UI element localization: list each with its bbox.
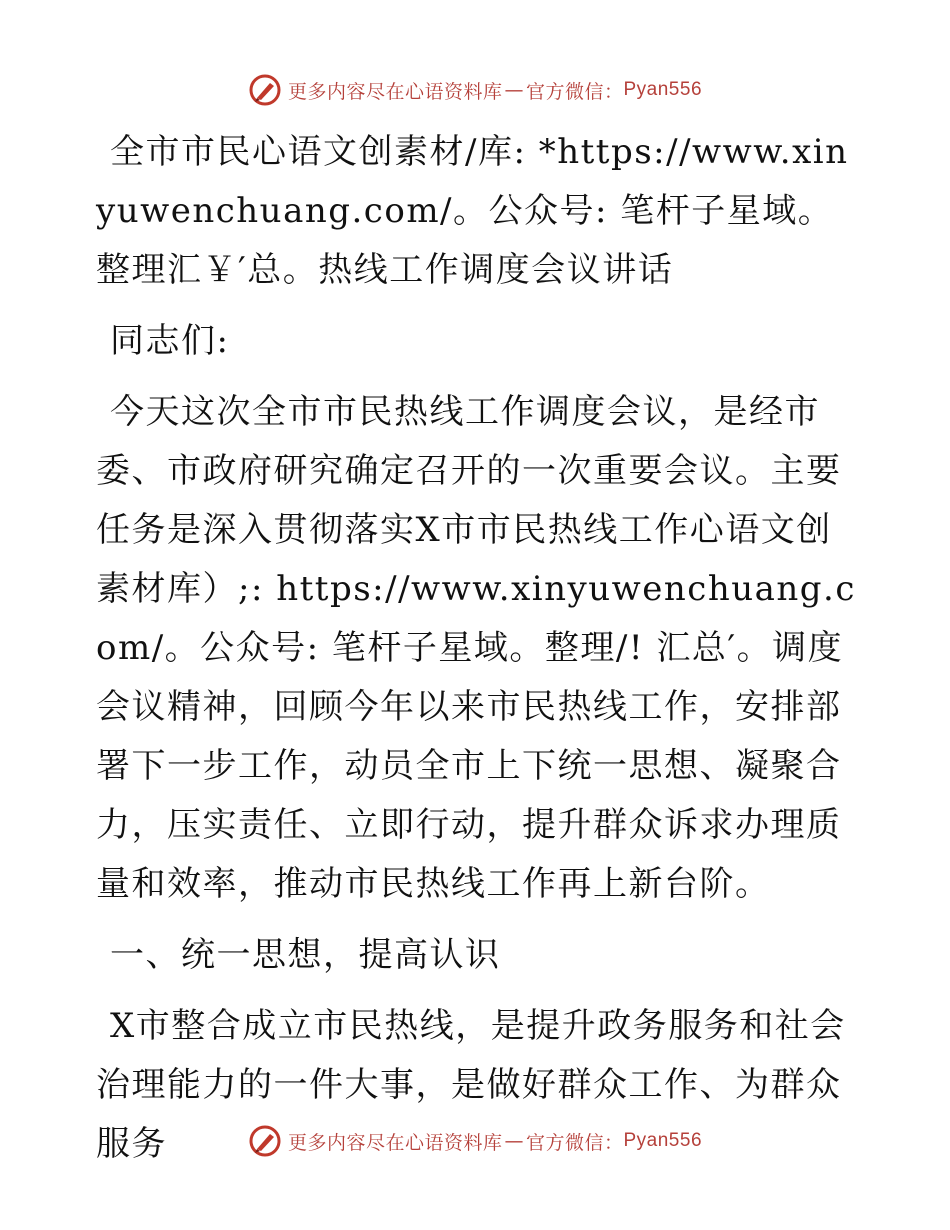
footer-wechat-id: Pyan556	[623, 1130, 703, 1151]
header-wechat-id: Pyan556	[623, 79, 703, 100]
header-suffix: 官方微信：	[525, 80, 624, 103]
footer-suffix: 官方微信：	[525, 1131, 624, 1154]
document-body	[96, 123, 856, 1186]
header-separator: —	[504, 79, 524, 101]
footer-separator: —	[504, 1130, 524, 1152]
footer-banner	[0, 1121, 950, 1161]
pen-logo-icon	[248, 73, 282, 107]
header-banner	[0, 70, 950, 110]
greeting: 同志们:	[110, 321, 230, 361]
header-banner-text: 更多内容尽在心语资料库	[287, 80, 503, 103]
pen-logo-icon	[248, 1124, 282, 1158]
section-heading: 一、统一思想，提高认识	[110, 935, 501, 975]
footer-banner-text: 更多内容尽在心语资料库	[287, 1131, 503, 1154]
paragraph-2: X市整合成立市民热线，是提升政务服务和社会治理能力的一件大事，是做好群众工作、为群众服务	[96, 1006, 846, 1164]
intro-paragraph: 全市市民心语文创素材/库: *https://www.xinyuwenchuang.com/。公众号: 笔杆子星域。整理汇￥′总。热线工作调度会议讲话	[96, 132, 849, 290]
paragraph-1: 今天这次全市市民热线工作调度会议，是经市委、市政府研究确定召开的一次重要会议。主要任务是深入贯彻落实X市市民热线工作心语文创素材库）;: https://www.xinyuwenchuang.com/。公众号: 笔杆子星域。整理/! 汇总′。调度会议精神，回顾今年以来市民热线工作，安排部署下一步工作，动员全市上下统一思想、凝聚合力，压实责任、立即行动，提升群众诉求办理质量和效率，推动市民热线工作再上新台阶。	[96, 392, 856, 904]
